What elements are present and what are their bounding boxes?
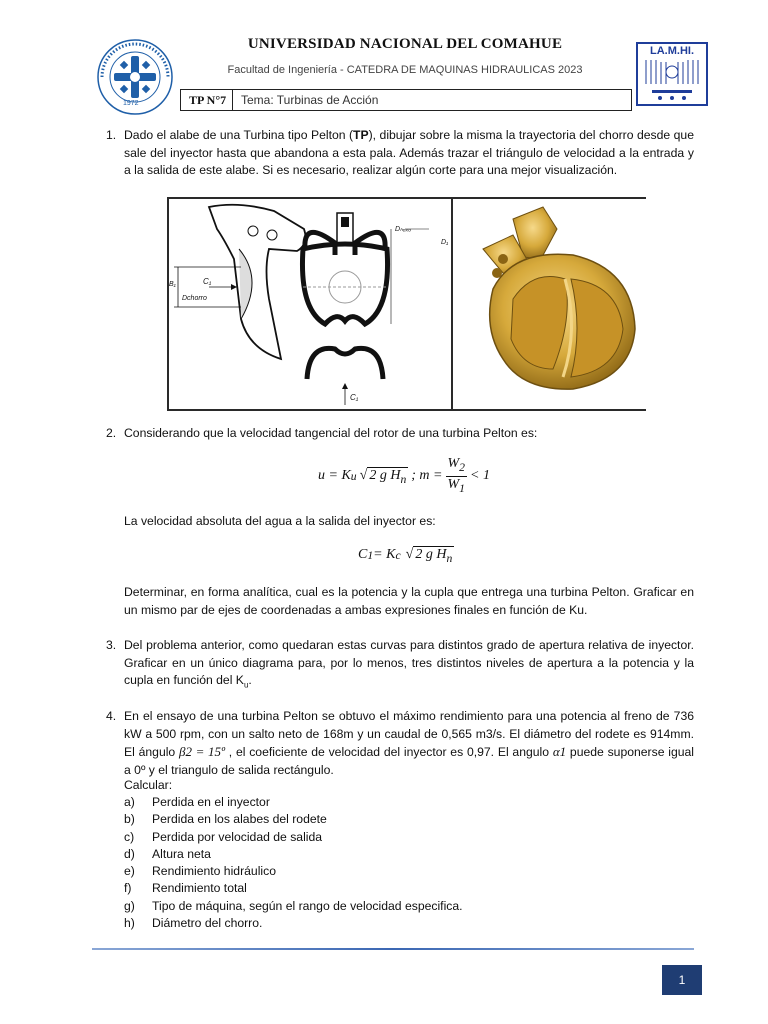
list-item [124, 898, 684, 915]
list-item-label: g) [124, 898, 135, 913]
list-item [124, 846, 684, 863]
q2-text: Considerando que la velocidad tangencial del rotor de una turbina Pelton es: [124, 426, 538, 440]
eq2-sqrt-symbol: √ [405, 547, 414, 563]
eq1-num: W [447, 455, 460, 471]
label-c1-top: C₁ [203, 277, 212, 286]
bucket-3d-render [453, 199, 646, 409]
list-item-label: a) [124, 795, 135, 809]
list-item-label: f) [124, 881, 132, 896]
eq2-kc-sub: c [395, 548, 401, 562]
eq1-root-sub: n [400, 472, 407, 486]
q1-text [124, 127, 694, 180]
q4-text [124, 708, 694, 779]
faculty-subtitle: Facultad de Ingeniería - CATEDRA DE MAQUINAS HIDRAULICAS 2023 [227, 64, 583, 76]
lamhi-logo [636, 42, 708, 106]
eq1-den-sub: 1 [459, 481, 465, 495]
eq1-den: W [447, 476, 460, 492]
eq1-root: 2 g H [369, 467, 401, 483]
q2-text2: La velocidad absoluta del agua a la salida del inyector es: [124, 514, 436, 528]
q1-text-pre: Dado el alabe de una Turbina tipo Pelton ( [124, 128, 354, 142]
list-item-text: Perdida por velocidad de salida [152, 829, 323, 844]
list-item [124, 829, 684, 846]
list-item [124, 863, 684, 880]
q4-items-list [124, 794, 684, 932]
q4-text-b: , el coeficiente de velocidad del inyector es 0,97. El angulo [225, 745, 553, 759]
tp-number: TP N°7 [181, 90, 233, 110]
q1-text-bold: TP [353, 128, 369, 142]
university-logo [96, 38, 174, 116]
list-item-text: Perdida en los alabes del rodete [152, 812, 327, 827]
list-item-text: Rendimiento hidráulico [152, 864, 276, 879]
tp-topic: Tema: Turbinas de Acción [241, 93, 379, 107]
label-b1: B₁ [169, 281, 176, 288]
logo-year: 1972 [123, 100, 139, 107]
list-item-text: Altura neta [152, 846, 211, 861]
eq1-lhs: u = K [318, 468, 351, 483]
q2-number: 2. [106, 426, 117, 440]
eq1-num-sub: 2 [459, 460, 465, 474]
label-d1: D₁ [441, 239, 449, 246]
lamhi-logo-graphic [638, 58, 706, 104]
q3-text-end: . [248, 673, 252, 687]
q4-alpha: α1 [552, 744, 567, 759]
label-c1-bottom: C₁ [350, 393, 359, 402]
list-item [124, 794, 684, 811]
list-item-label: c) [124, 829, 135, 844]
list-item-label: b) [124, 812, 135, 827]
eq2-sqrt [413, 546, 454, 565]
eq1-tail: < 1 [470, 468, 490, 483]
q3-text-main: Del problema anterior, como quedaran estas curvas para distintos grado de apertura relativa de inyector. Graficar en un único diagrama para, por lo menos, tres distintos niveles de apertura a la potencia y la cupla en función del K [124, 638, 694, 687]
q2-text3: Determinar, en forma analítica, cual es la potencia y la cupla que entrega una turbina Pelton. Graficar en un mismo par de ejes de coordenadas a ambas expresiones finales en función de Ku. [124, 585, 694, 617]
q4-calc-label: Calcular: [124, 778, 173, 792]
eq2-c: C [358, 547, 368, 563]
eq2-kc: = K [373, 547, 396, 563]
label-dchorro-right: Dₕₒₓₒ [395, 226, 412, 233]
q4-text-a: En el ensayo de una turbina Pelton se obtuvo el máximo rendimiento para una potencia al freno de 736 kW a 500 rpm, con un salto neto de 168m y un caudal de 0,565 m3/s. El diámetro del rodete es 914mm. El ángulo [124, 709, 694, 759]
eq2-root: 2 g H [415, 547, 447, 562]
eq1-ku-sub: u [350, 469, 357, 483]
equation-absolute-velocity [358, 546, 518, 565]
pelton-bucket-figure [167, 197, 646, 411]
list-item-text: Tipo de máquina, según el rango de velocidad especifica. [152, 898, 463, 913]
list-item [124, 915, 684, 932]
list-item-text: Perdida en el inyector [152, 795, 270, 809]
list-item-text: Diámetro del chorro. [152, 916, 263, 931]
university-title: UNIVERSIDAD NACIONAL DEL COMAHUE [247, 36, 563, 52]
eq2-c-sub: 1 [367, 548, 374, 562]
q3-text [124, 637, 694, 694]
bucket-drawing [169, 199, 453, 409]
eq1-fraction [446, 456, 468, 497]
equation-tangential-velocity [318, 456, 518, 496]
list-item-label: h) [124, 916, 135, 931]
lamhi-logo-text: LA.M.HI. [650, 45, 694, 57]
page-number: 1 [662, 965, 702, 995]
eq1-sqrt-symbol: √ [359, 468, 368, 483]
tp-header-box [180, 89, 632, 111]
list-item-label: d) [124, 846, 135, 861]
q4-text-c: puede suponerse igual a 0º y el triangulo de salida rectángulo. [124, 745, 695, 777]
eq1-m: ; m = [411, 468, 443, 483]
eq1-sqrt [367, 467, 408, 486]
q4-number: 4. [106, 709, 117, 723]
list-item [124, 811, 684, 828]
footer-divider [92, 948, 694, 950]
list-item [124, 880, 684, 897]
q4-beta: β2 = 15º [178, 744, 226, 759]
eq2-root-sub: n [446, 551, 453, 565]
q1-text-post: ), dibujar sobre la misma la trayectoria del chorro desde que sale del inyector hasta que abandona a esta pala. Además trazar el triángulo de velocidad a la entrada y a la salida de este alabe. Si es necesario, realizar algún corte para una mejor visualización. [124, 128, 694, 177]
list-item-text: Rendimiento total [152, 881, 247, 896]
q3-text-sub: u [243, 680, 249, 690]
q1-number: 1. [106, 128, 117, 142]
list-item-label: e) [124, 864, 135, 879]
label-chorro: Dchorro [182, 295, 207, 302]
q3-number: 3. [106, 638, 117, 652]
